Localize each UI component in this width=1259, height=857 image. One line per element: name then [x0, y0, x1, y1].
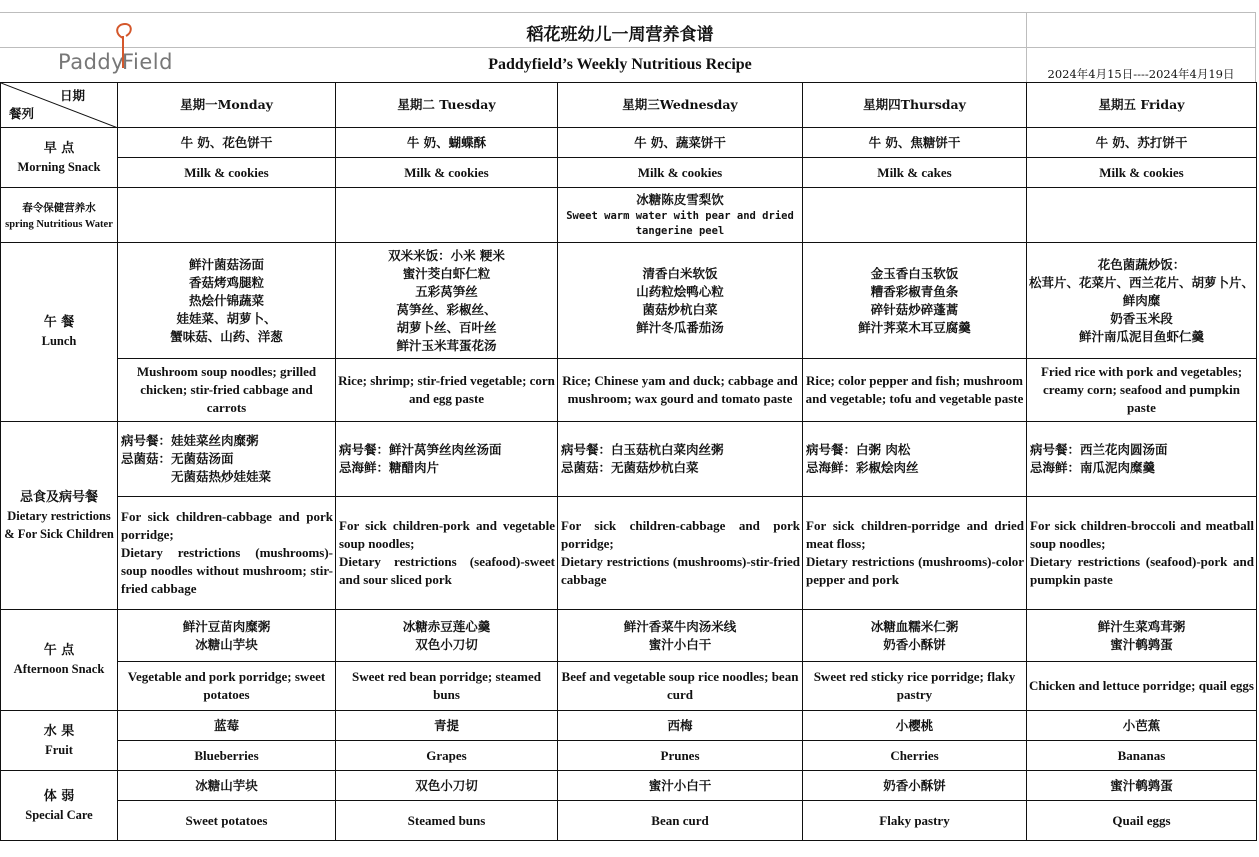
menu-cell: 冰糖血糯米仁粥 奶香小酥饼: [803, 610, 1027, 662]
menu-cell: 病号餐：西兰花肉圆汤面 忌海鲜：南瓜泥肉糜羹: [1027, 422, 1257, 497]
header-rule: [0, 47, 1256, 48]
page-title-cn: 稻花班幼儿一周营养食谱: [526, 25, 714, 45]
weekly-menu-table: [0, 82, 1257, 841]
menu-cell: 牛 奶、苏打饼干: [1027, 128, 1257, 158]
row-label-en: Lunch: [41, 334, 77, 348]
menu-cell: Blueberries: [118, 741, 336, 771]
spring-water-en: Sweet warm water with pear and dried tangerine peel: [566, 210, 794, 237]
lunch-row-cn: [1, 243, 1257, 359]
menu-cell: 鲜汁生菜鸡茸粥 蜜汁鹌鹑蛋: [1027, 610, 1257, 662]
menu-cell: 冰糖山芋块: [118, 771, 336, 801]
menu-cell: Fried rice with pork and vegetables; creamy corn; seafood and pumpkin paste: [1027, 359, 1257, 422]
menu-cell: 鲜汁香菜牛肉汤米线 蜜汁小白干: [558, 610, 803, 662]
menu-cell: Prunes: [558, 741, 803, 771]
row-label-cn: 早 点: [43, 140, 75, 156]
menu-cell: [1027, 188, 1257, 243]
row-label-cn: 水 果: [43, 723, 75, 739]
menu-cell: Mushroom soup noodles; grilled chicken; stir-fried cabbage and carrots: [118, 359, 336, 422]
menu-cell: Chicken and lettuce porridge; quail eggs: [1027, 662, 1257, 711]
logo-word-field: Field: [122, 50, 173, 74]
dietary-row-en: [1, 497, 1257, 610]
afternoon-snack-row-cn: [1, 610, 1257, 662]
corner-date-label: 日期: [59, 88, 85, 103]
menu-cell: 牛 奶、焦糖饼干: [803, 128, 1027, 158]
menu-cell: Milk & cookies: [558, 158, 803, 188]
menu-cell: 蜜汁鹌鹑蛋: [1027, 771, 1257, 801]
menu-cell: Steamed buns: [336, 801, 558, 841]
row-label-en: Morning Snack: [17, 159, 101, 174]
menu-cell: 小芭蕉: [1027, 711, 1257, 741]
morning-snack-row-cn: [1, 128, 1257, 158]
menu-cell: Milk & cookies: [118, 158, 336, 188]
morning-snack-label: [1, 128, 118, 188]
menu-cell: 冰糖赤豆莲心羹 双色小刀切: [336, 610, 558, 662]
menu-cell: Beef and vegetable soup rice noodles; bean curd: [558, 662, 803, 711]
menu-cell: Quail eggs: [1027, 801, 1257, 841]
menu-cell: [558, 188, 803, 243]
menu-cell: 牛 奶、蝴蝶酥: [336, 128, 558, 158]
header-divider: [1255, 12, 1256, 82]
row-label-cn: 忌食及病号餐: [19, 489, 98, 505]
paddy-field-logo: [58, 22, 178, 80]
menu-cell: 花色菌蔬炒饭： 松茸片、花菜片、西兰花片、胡萝卜片、鲜肉糜 奶香玉米段 鲜汁南瓜泥目鱼虾仁羹: [1027, 243, 1257, 359]
menu-cell: Sweet potatoes: [118, 801, 336, 841]
special-care-label: [1, 771, 118, 841]
menu-cell: 青提: [336, 711, 558, 741]
special-care-row-en: [1, 801, 1257, 841]
header-rule: [0, 12, 1256, 13]
dietary-label: [1, 422, 118, 610]
menu-cell: 病号餐：白玉菇杭白菜肉丝粥 忌菌菇：无菌菇炒杭白菜: [558, 422, 803, 497]
menu-cell: For sick children-porridge and dried meat floss; Dietary restrictions (mushrooms)-color pepper and pork: [803, 497, 1027, 610]
menu-cell: 病号餐：娃娃菜丝肉糜粥 忌菌菇：无菌菇汤面 无菌菇热炒娃娃菜: [118, 422, 336, 497]
day-header: 星期二 Tuesday: [336, 83, 558, 128]
day-header: 星期一Monday: [118, 83, 336, 128]
menu-cell: For sick children-cabbage and pork porridge; Dietary restrictions (mushrooms)-stir-fried cabbage: [558, 497, 803, 610]
day-header: 星期五 Friday: [1027, 83, 1257, 128]
menu-cell: Flaky pastry: [803, 801, 1027, 841]
corner-cell: [1, 83, 118, 128]
menu-cell: 双色小刀切: [336, 771, 558, 801]
row-label-cn: 午 餐: [43, 315, 75, 330]
day-header: 星期四Thursday: [803, 83, 1027, 128]
menu-cell: 西梅: [558, 711, 803, 741]
special-care-row-cn: [1, 771, 1257, 801]
menu-cell: 奶香小酥饼: [803, 771, 1027, 801]
menu-cell: Milk & cookies: [336, 158, 558, 188]
menu-cell: 双米米饭：小米 粳米 蜜汁茭白虾仁粒 五彩莴笋丝 莴笋丝、彩椒丝、 胡萝卜丝、百叶丝 鲜汁玉米茸蛋花汤: [336, 243, 558, 359]
corner-meal-label: 餐列: [9, 106, 35, 121]
afternoon-snack-row-en: [1, 662, 1257, 711]
row-label-cn: 春令保健营养水: [22, 201, 96, 214]
date-range: 2024年4月15日----2024年4月19日: [1047, 67, 1235, 81]
row-label-cn: 体 弱: [43, 788, 75, 804]
menu-cell: 蓝莓: [118, 711, 336, 741]
menu-cell: 病号餐：白粥 肉松 忌海鲜：彩椒烩肉丝: [803, 422, 1027, 497]
row-label-en: Dietary restrictions & For Sick Children: [4, 508, 114, 541]
menu-cell: Grapes: [336, 741, 558, 771]
menu-cell: For sick children-pork and vegetable soup noodles; Dietary restrictions (seafood)-sweet and sour sliced pork: [336, 497, 558, 610]
lunch-label: [1, 243, 118, 422]
afternoon-snack-label: [1, 610, 118, 711]
spring-water-label: [1, 188, 118, 243]
row-label-en: Afternoon Snack: [13, 662, 105, 676]
menu-cell: 病号餐：鲜汁莴笋丝肉丝汤面 忌海鲜：糖醋肉片: [336, 422, 558, 497]
fruit-row-en: [1, 741, 1257, 771]
menu-cell: Milk & cakes: [803, 158, 1027, 188]
menu-cell: For sick children-broccoli and meatball soup noodles; Dietary restrictions (seafood)-pork and pumpkin paste: [1027, 497, 1257, 610]
row-label-cn: 午 点: [43, 643, 75, 658]
menu-cell: For sick children-cabbage and pork porridge; Dietary restrictions (mushrooms)-soup noodles without mushroom; stir-fried cabbage: [118, 497, 336, 610]
menu-cell: Rice; Chinese yam and duck; cabbage and mushroom; wax gourd and tomato paste: [558, 359, 803, 422]
menu-cell: Vegetable and pork porridge; sweet potatoes: [118, 662, 336, 711]
menu-cell: Bean curd: [558, 801, 803, 841]
menu-cell: 牛 奶、蔬菜饼干: [558, 128, 803, 158]
day-header-row: [1, 83, 1257, 128]
row-label-en: spring Nutritious Water: [5, 218, 113, 230]
menu-cell: 牛 奶、花色饼干: [118, 128, 336, 158]
lunch-row-en: [1, 359, 1257, 422]
menu-cell: [803, 188, 1027, 243]
menu-cell: 清香白米软饭 山药粒烩鸭心粒 菌菇炒杭白菜 鲜汁冬瓜番茄汤: [558, 243, 803, 359]
menu-cell: [336, 188, 558, 243]
morning-snack-row-en: [1, 158, 1257, 188]
menu-cell: Rice; color pepper and fish; mushroom and vegetable; tofu and vegetable paste: [803, 359, 1027, 422]
fruit-label: [1, 711, 118, 771]
menu-cell: 鲜汁豆苗肉糜粥 冰糖山芋块: [118, 610, 336, 662]
menu-cell: Milk & cookies: [1027, 158, 1257, 188]
page-title-en: Paddyfield’s Weekly Nutritious Recipe: [488, 56, 752, 73]
spring-water-row: [1, 188, 1257, 243]
dietary-row-cn: [1, 422, 1257, 497]
row-label-en: Fruit: [45, 742, 73, 757]
logo-word-paddy: Paddy: [58, 50, 125, 74]
menu-cell: 金玉香白玉软饭 糟香彩椒青鱼条 碎针菇炒碎蓬蒿 鲜汁荠菜木耳豆腐羹: [803, 243, 1027, 359]
row-label-en: Special Care: [25, 807, 93, 822]
menu-cell: Sweet red bean porridge; steamed buns: [336, 662, 558, 711]
menu-cell: [118, 188, 336, 243]
menu-cell: 蜜汁小白干: [558, 771, 803, 801]
fruit-row-cn: [1, 711, 1257, 741]
menu-cell: 鲜汁菌菇汤面 香菇烤鸡腿粒 热烩什锦蔬菜 娃娃菜、胡萝卜、 蟹味菇、山药、洋葱: [118, 243, 336, 359]
spring-water-cn: 冰糖陈皮雪梨饮: [636, 192, 724, 207]
menu-cell: Bananas: [1027, 741, 1257, 771]
menu-cell: Cherries: [803, 741, 1027, 771]
menu-cell: Sweet red sticky rice porridge; flaky pastry: [803, 662, 1027, 711]
menu-cell: 小樱桃: [803, 711, 1027, 741]
header-divider: [1026, 12, 1027, 82]
day-header: 星期三Wednesday: [558, 83, 803, 128]
menu-cell: Rice; shrimp; stir-fried vegetable; corn and egg paste: [336, 359, 558, 422]
